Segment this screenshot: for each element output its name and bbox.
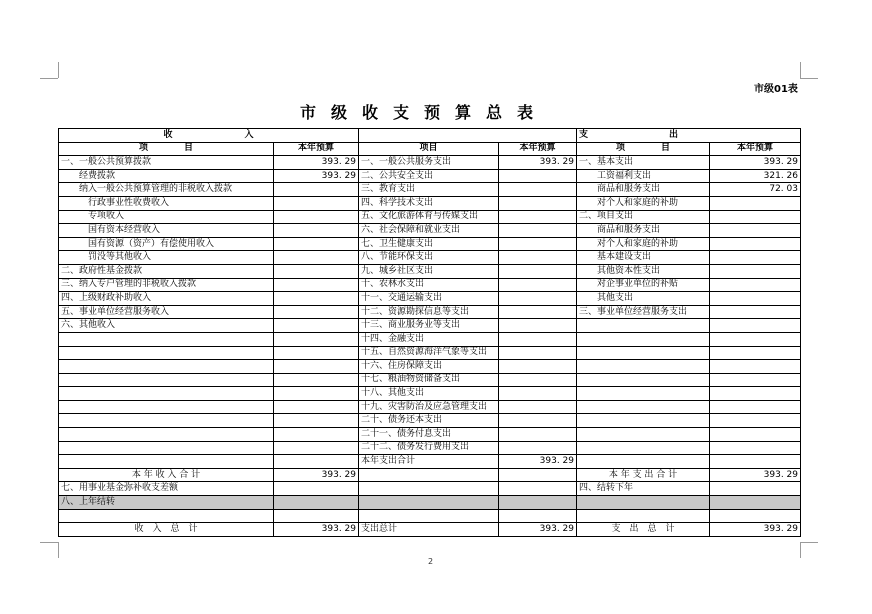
expense-func-item: 九、城乡社区支出	[359, 264, 499, 278]
expense-econ-item: 商品和服务支出	[577, 183, 710, 197]
prior-year-label: 八、上年结转	[59, 496, 274, 510]
expense-econ-item: 对个人和家庭的补助	[577, 237, 710, 251]
expense-econ-item	[577, 387, 710, 401]
income-item: 五、事业单位经营服务收入	[59, 305, 274, 319]
expense-econ-item: 三、事业单位经营服务支出	[577, 305, 710, 319]
income-item	[59, 441, 274, 455]
expense-func-value	[499, 264, 577, 278]
table-row	[59, 400, 801, 414]
expense-func-item: 十二、资源勘探信息等支出	[359, 305, 499, 319]
expense-func-value	[499, 196, 577, 210]
empty-cell	[499, 509, 577, 523]
income-value	[274, 292, 359, 306]
spacer-row	[59, 509, 801, 523]
income-value	[274, 183, 359, 197]
expense-func-value	[499, 292, 577, 306]
empty-cell	[359, 482, 499, 496]
empty-cell	[359, 496, 499, 510]
income-year-total-label: 本 年 收 入 合 计	[59, 468, 274, 482]
expense-func-value	[499, 237, 577, 251]
expense-func-value	[499, 319, 577, 333]
crop-mark	[800, 542, 818, 543]
expense-econ-item	[577, 373, 710, 387]
table-row	[59, 210, 801, 224]
table-row	[59, 428, 801, 442]
income-value: 393. 29	[274, 156, 359, 170]
expense-func-item: 十一、交通运输支出	[359, 292, 499, 306]
carry-forward-label: 四、结转下年	[577, 482, 710, 496]
income-item	[59, 332, 274, 346]
expense-func-item: 一、一般公共服务支出	[359, 156, 499, 170]
expense-func-item: 十四、金融支出	[359, 332, 499, 346]
expense-func-item: 十六、住房保障支出	[359, 360, 499, 374]
income-item: 一、一般公共预算拨款	[59, 156, 274, 170]
table-row	[59, 196, 801, 210]
expense-econ-item: 其他支出	[577, 292, 710, 306]
table-row	[59, 292, 801, 306]
expense-econ-value	[710, 441, 801, 455]
income-value: 393. 29	[274, 169, 359, 183]
table-row	[59, 373, 801, 387]
income-item	[59, 387, 274, 401]
expense-func-item: 五、文化旅游体育与传媒支出	[359, 210, 499, 224]
expense-econ-value	[710, 373, 801, 387]
empty-cell	[59, 509, 274, 523]
income-group-header: 收 入	[59, 129, 359, 143]
expense-func-item: 七、卫生健康支出	[359, 237, 499, 251]
expense-grand-total-value: 393. 29	[710, 523, 801, 537]
expense-econ-item	[577, 400, 710, 414]
blank-header-cell	[359, 129, 577, 143]
table-row	[59, 183, 801, 197]
expense-func-item: 二十二、债务发行费用支出	[359, 441, 499, 455]
expense-econ-item: 对个人和家庭的补助	[577, 196, 710, 210]
income-year-total-value: 393. 29	[274, 468, 359, 482]
expense-econ-value	[710, 319, 801, 333]
income-value	[274, 387, 359, 401]
col-header-budget3: 本年预算	[710, 142, 801, 156]
expense-func-item: 二十、债务还本支出	[359, 414, 499, 428]
empty-cell	[710, 509, 801, 523]
expense-econ-value	[710, 196, 801, 210]
table-row	[59, 360, 801, 374]
income-value	[274, 428, 359, 442]
expense-year-total-value: 393. 29	[710, 468, 801, 482]
income-value	[274, 319, 359, 333]
table-row	[59, 237, 801, 251]
empty-cell	[499, 482, 577, 496]
table-row	[59, 264, 801, 278]
expense-econ-item	[577, 414, 710, 428]
expense-econ-item: 一、基本支出	[577, 156, 710, 170]
expense-econ-value	[710, 292, 801, 306]
income-item: 纳入一般公共预算管理的非税收入拨款	[59, 183, 274, 197]
income-value	[274, 346, 359, 360]
expense-func-item: 八、节能环保支出	[359, 251, 499, 265]
table-row	[59, 156, 801, 170]
income-item: 罚没等其他收入	[59, 251, 274, 265]
income-grand-total-label: 收 入 总 计	[59, 523, 274, 537]
income-item	[59, 346, 274, 360]
expense-func-item: 二十一、债务付息支出	[359, 428, 499, 442]
expense-func-value	[499, 305, 577, 319]
expense-func-value	[499, 441, 577, 455]
expense-func-value	[499, 224, 577, 238]
expense-econ-value	[710, 251, 801, 265]
expense-func-item: 本年支出合计	[359, 455, 499, 469]
expense-econ-value	[710, 360, 801, 374]
col-header-budget: 本年预算	[274, 142, 359, 156]
empty-cell	[274, 482, 359, 496]
income-item: 三、纳入专户管理的非税收入拨款	[59, 278, 274, 292]
crop-mark	[800, 62, 801, 78]
table-row	[59, 414, 801, 428]
expense-func-item: 十、农林水支出	[359, 278, 499, 292]
empty-cell	[710, 482, 801, 496]
expense-func-value	[499, 360, 577, 374]
expense-func-item: 十三、商业服务业等支出	[359, 319, 499, 333]
expense-econ-value	[710, 224, 801, 238]
expense-func-value	[499, 428, 577, 442]
expense-econ-value	[710, 305, 801, 319]
income-item: 专项收入	[59, 210, 274, 224]
table-row	[59, 387, 801, 401]
expense-econ-value	[710, 455, 801, 469]
expense-econ-item: 基本建设支出	[577, 251, 710, 265]
expense-econ-value	[710, 332, 801, 346]
prior-year-row	[59, 496, 801, 510]
income-item: 国有资源（资产）有偿使用收入	[59, 237, 274, 251]
expense-econ-item: 二、项目支出	[577, 210, 710, 224]
expense-econ-value	[710, 237, 801, 251]
col-header-item2: 项目	[359, 142, 499, 156]
expense-econ-item	[577, 455, 710, 469]
income-value	[274, 400, 359, 414]
income-value	[274, 237, 359, 251]
expense-func-value	[499, 210, 577, 224]
empty-cell	[710, 496, 801, 510]
expense-func-value	[499, 169, 577, 183]
empty-cell	[577, 496, 710, 510]
income-item	[59, 428, 274, 442]
crop-mark	[58, 62, 59, 78]
fund-gap-label: 七、用事业基金弥补收支差额	[59, 482, 274, 496]
expense-group-header: 支 出	[577, 129, 801, 143]
income-value	[274, 210, 359, 224]
income-value	[274, 305, 359, 319]
table-row	[59, 251, 801, 265]
income-value	[274, 414, 359, 428]
page-number: 2	[428, 557, 434, 566]
expense-econ-item	[577, 346, 710, 360]
expense-econ-item: 其他资本性支出	[577, 264, 710, 278]
empty-cell	[359, 509, 499, 523]
page-title: 市级收支预算总表	[300, 103, 549, 122]
expense-func-value	[499, 400, 577, 414]
expense-year-total-label: 本 年 支 出 合 计	[577, 468, 710, 482]
income-value	[274, 441, 359, 455]
crop-mark	[40, 542, 58, 543]
form-tag: 市级01表	[754, 84, 798, 95]
expense-func-value	[499, 414, 577, 428]
crop-mark	[800, 78, 818, 79]
expense-total-label: 支出总计	[359, 523, 499, 537]
empty-cell	[577, 509, 710, 523]
table-header-group-row	[59, 129, 801, 143]
col-header-item: 项 目	[59, 142, 274, 156]
expense-econ-value	[710, 278, 801, 292]
income-value	[274, 360, 359, 374]
income-item	[59, 455, 274, 469]
expense-func-item: 四、科学技术支出	[359, 196, 499, 210]
income-value	[274, 224, 359, 238]
income-item: 二、政府性基金拨款	[59, 264, 274, 278]
table-row	[59, 319, 801, 333]
expense-func-item: 十五、自然资源海洋气象等支出	[359, 346, 499, 360]
expense-func-value: 393. 29	[499, 156, 577, 170]
expense-func-item: 十八、其他支出	[359, 387, 499, 401]
expense-econ-item: 对企事业单位的补贴	[577, 278, 710, 292]
expense-econ-value	[710, 264, 801, 278]
income-value	[274, 278, 359, 292]
expense-econ-value	[710, 346, 801, 360]
expense-econ-item	[577, 441, 710, 455]
income-value	[274, 264, 359, 278]
col-header-budget2: 本年预算	[499, 142, 577, 156]
income-value	[274, 251, 359, 265]
expense-econ-value	[710, 387, 801, 401]
expense-econ-value: 72. 03	[710, 183, 801, 197]
empty-cell	[499, 496, 577, 510]
expense-econ-item	[577, 332, 710, 346]
expense-econ-value	[710, 400, 801, 414]
expense-func-value	[499, 251, 577, 265]
expense-econ-value	[710, 414, 801, 428]
expense-func-item: 二、公共安全支出	[359, 169, 499, 183]
table-row	[59, 278, 801, 292]
expense-econ-value	[710, 428, 801, 442]
empty-cell	[359, 468, 499, 482]
income-item	[59, 400, 274, 414]
expense-func-value	[499, 278, 577, 292]
income-value	[274, 373, 359, 387]
expense-econ-value	[710, 210, 801, 224]
budget-table	[58, 128, 801, 537]
expense-func-value	[499, 387, 577, 401]
expense-func-item: 六、社会保障和就业支出	[359, 224, 499, 238]
expense-grand-total-label: 支 出 总 计	[577, 523, 710, 537]
expense-econ-item	[577, 360, 710, 374]
expense-econ-value: 321. 26	[710, 169, 801, 183]
expense-econ-item: 工资福利支出	[577, 169, 710, 183]
income-grand-total-value: 393. 29	[274, 523, 359, 537]
crop-mark	[58, 542, 59, 558]
empty-cell	[274, 496, 359, 510]
income-item: 四、上级财政补助收入	[59, 292, 274, 306]
table-header-row	[59, 142, 801, 156]
table-row	[59, 224, 801, 238]
expense-econ-value: 393. 29	[710, 156, 801, 170]
expense-func-value	[499, 373, 577, 387]
year-total-row	[59, 468, 801, 482]
income-item: 经费拨款	[59, 169, 274, 183]
expense-econ-item	[577, 319, 710, 333]
expense-func-value: 393. 29	[499, 455, 577, 469]
income-value	[274, 332, 359, 346]
income-item: 六、其他收入	[59, 319, 274, 333]
empty-cell	[274, 509, 359, 523]
table-row	[59, 455, 801, 469]
carry-row	[59, 482, 801, 496]
table-row	[59, 441, 801, 455]
expense-total-value: 393. 29	[499, 523, 577, 537]
expense-func-item: 三、教育支出	[359, 183, 499, 197]
grand-total-row	[59, 523, 801, 537]
income-item: 国有资本经营收入	[59, 224, 274, 238]
income-item	[59, 414, 274, 428]
table-row	[59, 346, 801, 360]
col-header-item3: 项 目	[577, 142, 710, 156]
income-value	[274, 455, 359, 469]
income-value	[274, 196, 359, 210]
table-row	[59, 332, 801, 346]
expense-func-value	[499, 332, 577, 346]
expense-econ-item: 商品和服务支出	[577, 224, 710, 238]
income-item: 行政事业性收费收入	[59, 196, 274, 210]
table-row	[59, 169, 801, 183]
empty-cell	[499, 468, 577, 482]
table-row	[59, 305, 801, 319]
income-item	[59, 373, 274, 387]
expense-func-value	[499, 346, 577, 360]
expense-func-item: 十七、粮油物资储备支出	[359, 373, 499, 387]
expense-func-value	[499, 183, 577, 197]
income-item	[59, 360, 274, 374]
expense-econ-item	[577, 428, 710, 442]
crop-mark	[800, 542, 801, 558]
expense-func-item: 十九、灾害防治及应急管理支出	[359, 400, 499, 414]
crop-mark	[40, 78, 58, 79]
